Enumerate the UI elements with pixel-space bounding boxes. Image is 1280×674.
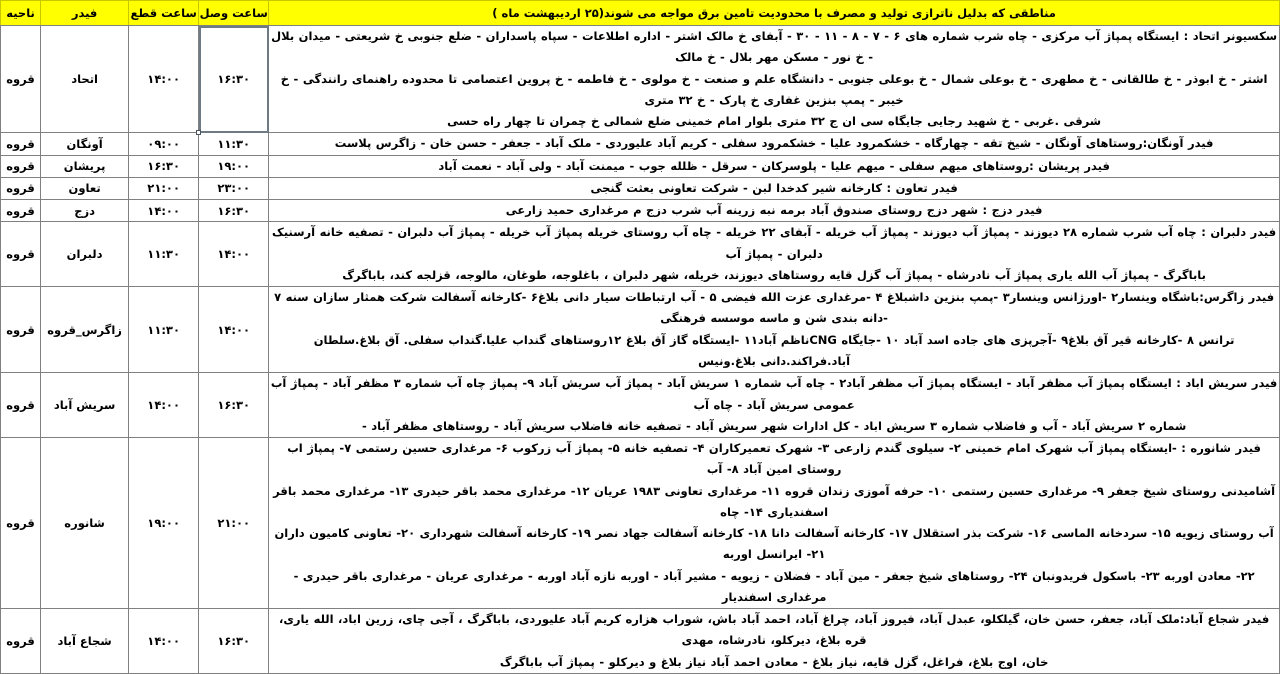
description-line: شماره ۲ سریش آباد - آب و فاضلاب شماره ۳ سریش اباد - کل ادارات شهر سریش آباد - تصفیه خانه فاضلاب سریش آباد - روستاهای مظفر آباد - [361,418,1187,433]
description-line: فیدر شانوره : -ایستگاه پمپاژ آب شهرک امام خمینی ۲- سیلوی گندم زارعی ۳- شهرک تعمیرکاران ۴- تصفیه خانه ۵- پمپاژ آب زرکوب ۶- مرغداری حسین رستمی ۷- پمپاژ اب روستای امین آباد ۸- آب [287,441,1261,477]
cell-disconnect-time[interactable]: ۱۴:۰۰ [129,200,199,222]
description-line: فیدر آونگان:روستاهای آونگان - شیخ تقه - چهارگاه - خشکمرود علیا - خشکمرود سفلی - کریم آباد علیوردی - ملک آباد - جعفر - حسن خان - زاگرس پلاست [334,136,1214,151]
cell-feeder[interactable]: اتحاد [41,26,129,133]
table-row [1,177,1280,199]
cell-description[interactable] [269,287,1280,373]
table-row [1,609,1280,674]
cell-feeder[interactable]: تعاون [41,177,129,199]
cell-connect-time[interactable]: ۲۳:۰۰ [199,177,269,199]
cell-feeder[interactable]: پریشان [41,155,129,177]
cell-disconnect-time[interactable]: ۱۶:۳۰ [129,155,199,177]
column-header-area[interactable] [1,1,41,26]
description-line: فیدر شجاع آباد:ملک آباد، جعفر، حسن خان، گیلکلو، عبدل آباد، فیروز آباد، چراغ آباد، احمد آباد باش، شوراب هزاره کریم آباد علیوردی، باباگرگ ، آجی چای، زرین اباد، الله یاری، قره بلاغ، دیرکلو، نادرشاه، مهدی [278,612,1270,648]
column-header-disconnect-time[interactable]: ساعت قطع [129,1,199,26]
description-line: آشامیدنی روستای شیخ جعفر ۹- مرغداری حسین رستمی ۱۰- حرفه آموزی زندان قروه ۱۱- مرغداری تعاونی ۱۹۸۳ عریان ۱۲- مرغداری محمد باقر حیدری ۱۳- مرغداری محمد باقر اسفندیاری ۱۴- چاه [273,483,1276,519]
cell-description[interactable] [269,177,1280,199]
table-header-row [1,1,1280,26]
table-row [1,26,1280,133]
description-line: فیدر زاگرس:باشگاه وینسار۲ -اورژانس وینسار۳ -پمپ بنزین داشبلاغ ۴ -مرغداری عزت الله فیضی ۵ - آب ارتباطات سیار دانی بلاغ۶ -کارخانه آسفالت شرکت همثار سازان سنه ۷ -دانه بندی شن و ماسه موسسه فرهنگی [274,290,1275,326]
description-line: آب روستای زیویه ۱۵- سردخانه الماسی ۱۶- شرکت بذر استقلال ۱۷- کارخانه آسفالت دانا ۱۸- کارخانه آسفالت جهاد نصر ۱۹- کارخانه آسفالت شهرداری ۲۰- تعاونی کامیون داران ۲۱- ایرانسل اوربه [274,526,1274,562]
cell-description[interactable] [269,155,1280,177]
table-row [1,438,1280,609]
cell-description[interactable] [269,438,1280,609]
cell-area[interactable]: قروه [1,438,41,609]
description-line: فیدر دلبران : چاه آب شرب شماره ۲۸ دیوزند - پمپاژ آب دیوزند - پمپاژ آب خریله - آبفای ۲۲ خریله - چاه آب روستای خریله پمپاژ آب خریله - پمپاژ آب دلبران - تصفیه خانه آرسنیک دلبران - پمپاژ آب [272,225,1277,261]
table-row [1,287,1280,373]
description-line: فیدر پریشان :روستاهای میهم سفلی - میهم علیا - پلوسرکان - سرقل - ظلله جوب - میمنت آباد - ولی آباد - نعمت آباد [438,158,1110,173]
cell-description[interactable] [269,133,1280,155]
cell-connect-time[interactable]: ۱۶:۳۰ [199,200,269,222]
table-row [1,133,1280,155]
cell-connect-time[interactable]: ۱۹:۰۰ [199,155,269,177]
description-line: اشتر - خ ابوذر - خ طالقانی - خ مطهری - خ بوعلی شمال - خ بوعلی جنوبی - دانشگاه علم و صنعت - خ مولوی - خ فاطمه - خ پروین اعتصامی تا محدوده راهنمای رانندگی - خ خیبر - پمپ بنزین غفاری خ پارک - خ ۳۲ متری [280,71,1268,107]
cell-area[interactable]: قروه [1,287,41,373]
cell-connect-time[interactable]: ۱۴:۰۰ [199,222,269,287]
cell-area[interactable]: قروه [1,133,41,155]
cell-disconnect-time[interactable]: ۱۴:۰۰ [129,373,199,438]
cell-disconnect-time[interactable]: ۱۴:۰۰ [129,26,199,133]
description-line: فیدر دزج : شهر دزج روستای صندوق آباد برمه نبه زرینه آب شرب دزج م مرغداری حمید زارعی [505,203,1043,218]
cell-disconnect-time[interactable]: ۱۱:۳۰ [129,222,199,287]
cell-feeder[interactable]: آونگان [41,133,129,155]
cell-area[interactable]: قروه [1,609,41,674]
cell-connect-time[interactable]: ۱۶:۳۰ [199,609,269,674]
cell-connect-time[interactable]: ۱۴:۰۰ [199,287,269,373]
cell-feeder[interactable]: دلبران [41,222,129,287]
cell-disconnect-time[interactable]: ۲۱:۰۰ [129,177,199,199]
description-line: شرقی .غربی - خ شهید رجایی جایگاه سی ان ج ۳۲ متری بلوار امام خمینی ضلع شمالی خ چمران تا چهار راه حسی [447,114,1102,129]
cell-feeder[interactable]: سریش آباد [41,373,129,438]
cell-feeder[interactable]: دزج [41,200,129,222]
cell-feeder[interactable]: شانوره [41,438,129,609]
table-row [1,222,1280,287]
column-header-description[interactable]: مناطقی که بدلیل ناترازی تولید و مصرف با محدودیت تامین برق مواجه می شوند(۲۵ اردیبهشت ماه ) [269,1,1280,26]
cell-feeder[interactable]: زاگرس_قروه [41,287,129,373]
cell-area[interactable]: قروه [1,177,41,199]
table-body [1,26,1280,674]
column-header-connect-time[interactable]: ساعت وصل [199,1,269,26]
cell-connect-time[interactable]: ۱۶:۳۰ [199,373,269,438]
cell-description[interactable] [269,26,1280,133]
cell-area[interactable]: قروه [1,373,41,438]
description-line: باباگرگ - پمپاژ آب الله یاری پمپاژ آب نادرشاه - پمپاژ آب گزل قایه روستاهای دیوزند، خریله، شهر دلبران ، باغلوجه، طوغان، مالوجه، قزلجه کند، باباگرگ [342,267,1206,282]
description-line: فیدر سریش اباد : ایستگاه پمپاژ آب مظفر آباد - ایستگاه پمپاژ آب مظفر آباد۲ - چاه آب شماره ۱ سریش آباد - پمپاژ آب سریش آباد ۹- پمپاژ چاه آب شماره ۳ مظفر آباد - پمپاژ آب عمومی سریش آباد - چاه آب [270,376,1278,412]
table-row [1,373,1280,438]
cell-feeder[interactable]: شجاع آباد [41,609,129,674]
cell-description[interactable] [269,200,1280,222]
cell-disconnect-time[interactable]: ۰۹:۰۰ [129,133,199,155]
description-line: خان، اوج بلاغ، فراغل، گزل قایه، نیاز بلاغ - معادن احمد آباد نیاز بلاغ و دیرکلو - پمپاژ آب باباگرگ [499,654,1049,669]
cell-connect-time[interactable]: ۲۱:۰۰ [199,438,269,609]
cell-description[interactable] [269,609,1280,674]
table-row [1,155,1280,177]
cell-disconnect-time[interactable]: ۱۱:۳۰ [129,287,199,373]
description-line: ترانس ۸ -کارخانه قیر آق بلاغ۹ -آجرپزی های جاده اسد آباد ۱۰ -جایگاه CNGناظم آباد۱۱ -ایستگاه گاز آق بلاغ ۱۲روستاهای گنداب علیا.گنداب سفلی. آق بلاغ.سلطان آباد.فراکند.دانی بلاغ.ونیس [313,332,1235,368]
column-header-feeder[interactable]: فیدر [41,1,129,26]
cell-connect-time[interactable]: ۱۱:۳۰ [199,133,269,155]
cell-connect-time[interactable]: ۱۶:۳۰ [199,26,269,133]
description-line: سکسیونر اتحاد : ایستگاه پمپاژ آب مرکزی - چاه شرب شماره های ۶ - ۷ - ۸ - ۱۱ - ۳۰ - آبفای خ مالک اشتر - اداره اطلاعات - سپاه پاسداران - ضلع جنوبی خ شریعتی - میدان بلال - خ نور - مسکن مهر بلال - خ مالک [271,29,1278,65]
column-header-area-label: ناحیه [6,6,35,20]
description-line: فیدر تعاون : کارخانه شیر کدخدا لبن - شرکت تعاونی بعثت گنجی [590,180,958,195]
table-row [1,200,1280,222]
cell-area[interactable]: قروه [1,26,41,133]
description-line: ۲۲- معادن اوربه ۲۳- باسکول فریدونبان ۲۴- روستاهای شیخ جعفر - مین آباد - فضلان - زیویه - مشیر آباد - اوربه نازه آباد اوربه - مرغداری عریان - مرغداری باقر حیدری - مرغداری اسفندیار [293,568,1255,604]
cell-area[interactable]: قروه [1,200,41,222]
cell-area[interactable]: قروه [1,222,41,287]
cell-disconnect-time[interactable]: ۱۹:۰۰ [129,438,199,609]
cell-description[interactable] [269,373,1280,438]
cell-description[interactable] [269,222,1280,287]
cell-area[interactable]: قروه [1,155,41,177]
cell-disconnect-time[interactable]: ۱۴:۰۰ [129,609,199,674]
